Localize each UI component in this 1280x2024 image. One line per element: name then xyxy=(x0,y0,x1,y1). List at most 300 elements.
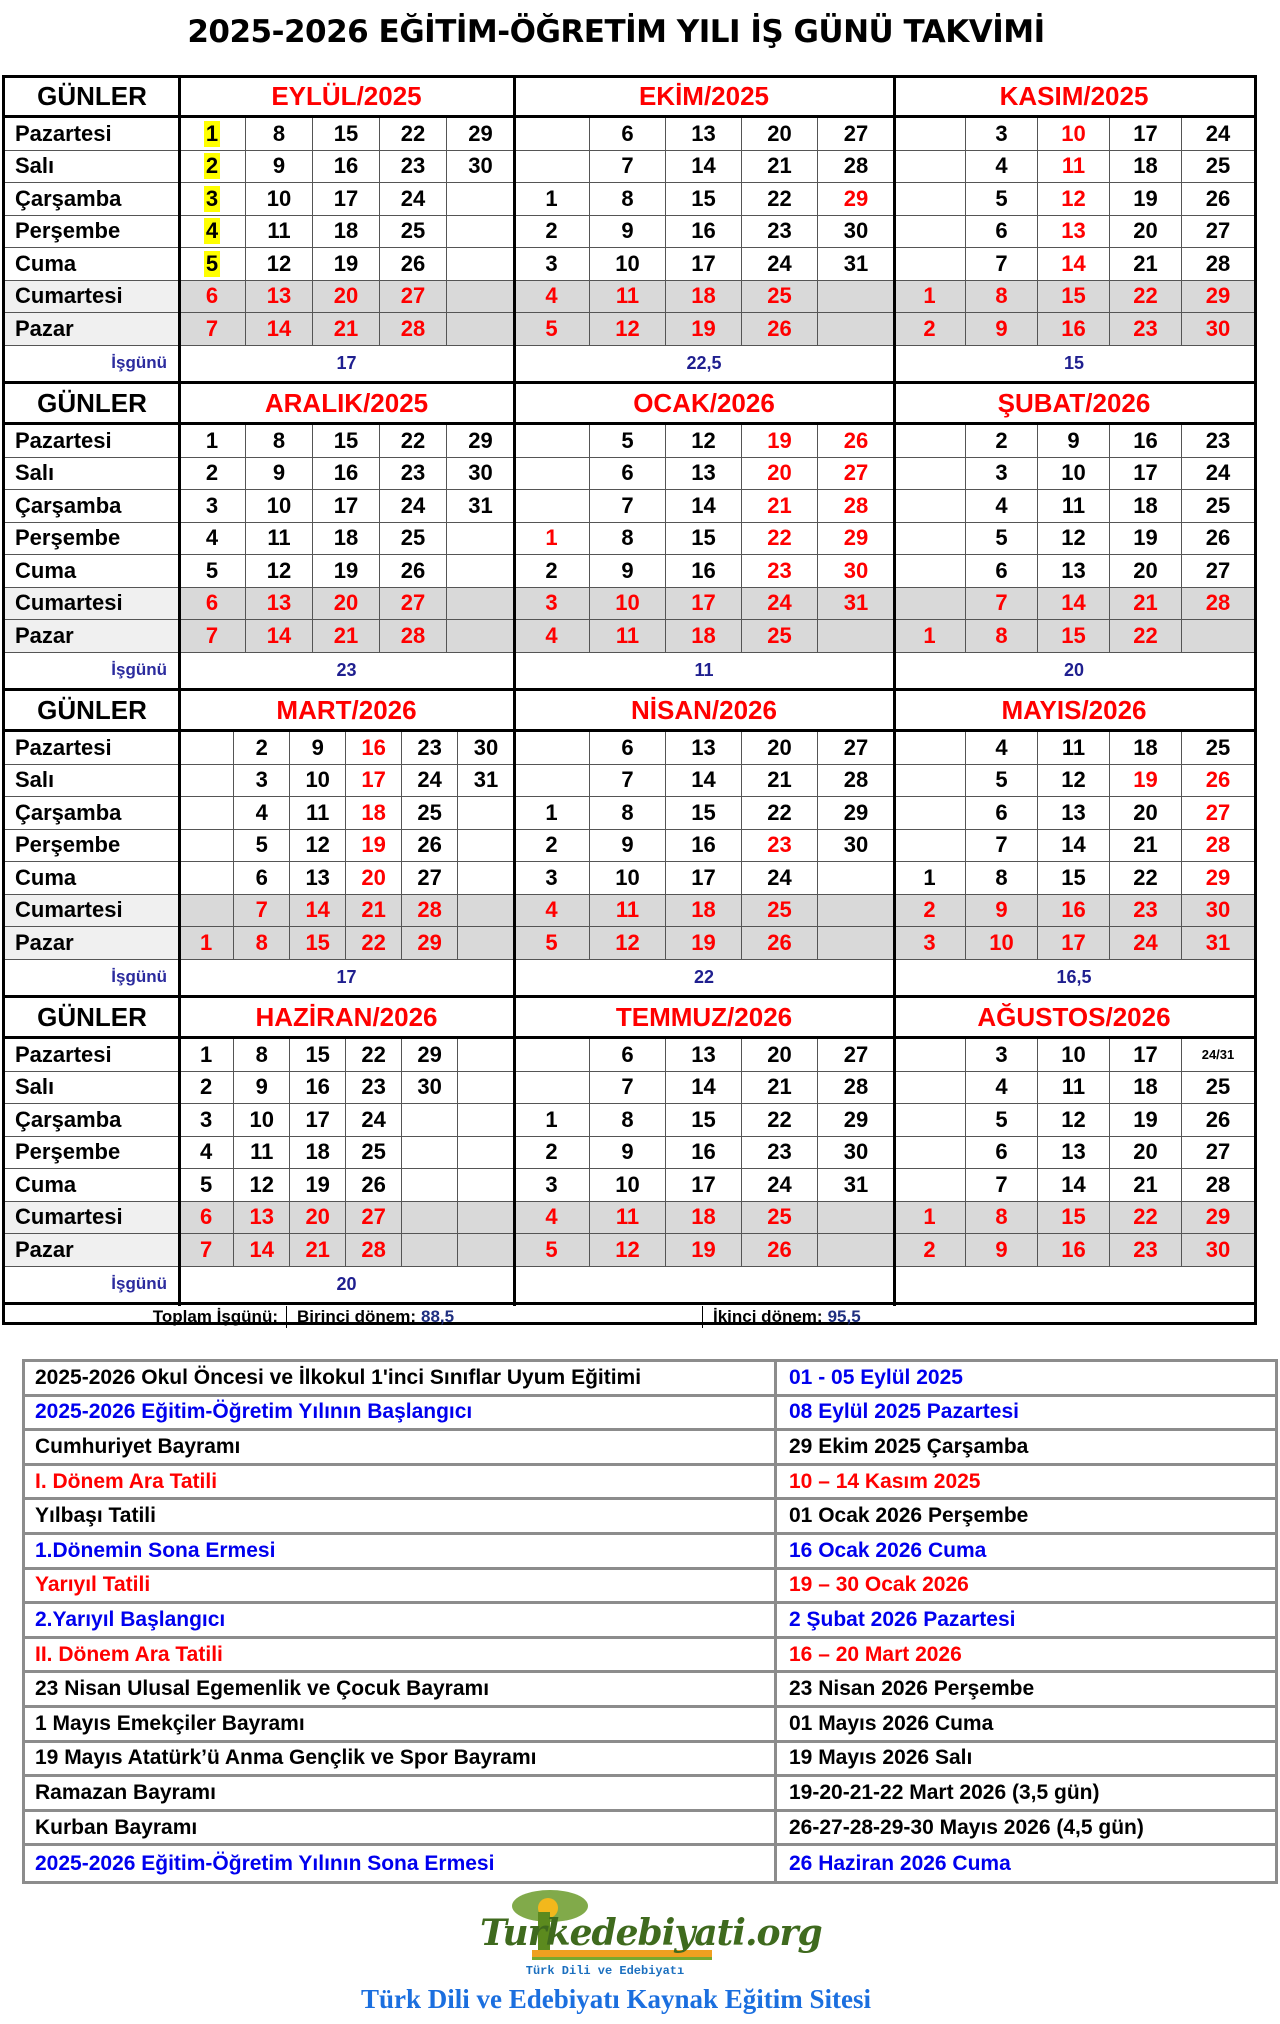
day-cell[interactable] xyxy=(1182,927,1254,960)
day-cell[interactable] xyxy=(966,1137,1038,1170)
day-cell[interactable] xyxy=(1110,830,1182,863)
day-cell[interactable] xyxy=(1110,1039,1182,1072)
day-cell[interactable] xyxy=(447,523,514,556)
day-cell[interactable] xyxy=(179,151,246,184)
day-cell[interactable] xyxy=(666,1202,742,1235)
day-cell[interactable] xyxy=(1110,281,1182,314)
day-cell[interactable] xyxy=(742,1202,818,1235)
day-cell[interactable] xyxy=(313,281,380,314)
day-cell[interactable] xyxy=(742,732,818,765)
day-cell[interactable] xyxy=(818,281,894,314)
day-cell[interactable] xyxy=(590,1039,666,1072)
day-cell[interactable] xyxy=(1110,183,1182,216)
day-cell[interactable] xyxy=(514,765,590,798)
day-cell[interactable] xyxy=(402,1202,458,1235)
day-cell[interactable] xyxy=(894,620,966,653)
day-cell[interactable] xyxy=(514,797,590,830)
day-cell[interactable] xyxy=(380,588,447,621)
day-cell[interactable] xyxy=(1110,458,1182,491)
day-cell[interactable] xyxy=(894,588,966,621)
day-cell[interactable] xyxy=(1182,248,1254,281)
day-cell[interactable] xyxy=(1110,1072,1182,1105)
day-cell[interactable] xyxy=(179,1202,234,1235)
day-cell[interactable] xyxy=(290,1039,346,1072)
day-cell[interactable] xyxy=(742,425,818,458)
day-cell[interactable] xyxy=(590,248,666,281)
day-cell[interactable] xyxy=(246,490,313,523)
day-cell[interactable] xyxy=(179,588,246,621)
day-cell[interactable] xyxy=(742,765,818,798)
day-cell[interactable] xyxy=(514,183,590,216)
day-cell[interactable] xyxy=(380,281,447,314)
day-cell[interactable] xyxy=(818,555,894,588)
day-cell[interactable] xyxy=(1038,620,1110,653)
day-cell[interactable] xyxy=(894,895,966,928)
day-cell[interactable] xyxy=(818,895,894,928)
day-cell[interactable] xyxy=(590,862,666,895)
day-cell[interactable] xyxy=(894,183,966,216)
day-cell[interactable] xyxy=(458,765,514,798)
day-cell[interactable] xyxy=(894,281,966,314)
day-cell[interactable] xyxy=(313,588,380,621)
day-cell[interactable] xyxy=(1038,458,1110,491)
day-cell[interactable] xyxy=(514,490,590,523)
day-cell[interactable] xyxy=(894,732,966,765)
day-cell[interactable] xyxy=(246,118,313,151)
day-cell[interactable] xyxy=(402,1039,458,1072)
day-cell[interactable] xyxy=(590,425,666,458)
day-cell[interactable] xyxy=(1038,281,1110,314)
day-cell[interactable] xyxy=(818,118,894,151)
day-cell[interactable] xyxy=(666,183,742,216)
day-cell[interactable] xyxy=(1110,765,1182,798)
day-cell[interactable] xyxy=(402,1169,458,1202)
day-cell[interactable] xyxy=(666,248,742,281)
day-cell[interactable] xyxy=(894,1234,966,1267)
day-cell[interactable] xyxy=(590,927,666,960)
day-cell[interactable] xyxy=(894,830,966,863)
day-cell[interactable] xyxy=(1182,523,1254,556)
day-cell[interactable] xyxy=(514,1104,590,1137)
day-cell[interactable] xyxy=(290,1202,346,1235)
day-cell[interactable] xyxy=(346,732,402,765)
day-cell[interactable] xyxy=(346,1039,402,1072)
day-cell[interactable] xyxy=(458,927,514,960)
day-cell[interactable] xyxy=(1038,313,1110,346)
day-cell[interactable] xyxy=(234,1202,290,1235)
day-cell[interactable] xyxy=(1110,1202,1182,1235)
day-cell[interactable] xyxy=(346,830,402,863)
day-cell[interactable] xyxy=(666,732,742,765)
day-cell[interactable] xyxy=(742,895,818,928)
day-cell[interactable] xyxy=(447,118,514,151)
day-cell[interactable] xyxy=(1038,1039,1110,1072)
day-cell[interactable] xyxy=(514,620,590,653)
day-cell[interactable] xyxy=(666,1104,742,1137)
day-cell[interactable] xyxy=(894,151,966,184)
day-cell[interactable] xyxy=(380,313,447,346)
day-cell[interactable] xyxy=(818,1169,894,1202)
day-cell[interactable] xyxy=(290,830,346,863)
day-cell[interactable] xyxy=(894,1039,966,1072)
day-cell[interactable] xyxy=(179,1169,234,1202)
day-cell[interactable] xyxy=(1110,216,1182,249)
day-cell[interactable] xyxy=(666,1234,742,1267)
day-cell[interactable] xyxy=(234,1039,290,1072)
day-cell[interactable] xyxy=(346,765,402,798)
day-cell[interactable] xyxy=(742,248,818,281)
day-cell[interactable] xyxy=(818,425,894,458)
day-cell[interactable] xyxy=(1038,1169,1110,1202)
day-cell[interactable] xyxy=(1182,458,1254,491)
day-cell[interactable] xyxy=(1110,1234,1182,1267)
day-cell[interactable] xyxy=(1038,1104,1110,1137)
day-cell[interactable] xyxy=(514,830,590,863)
day-cell[interactable] xyxy=(742,281,818,314)
day-cell[interactable] xyxy=(402,1137,458,1170)
day-cell[interactable] xyxy=(179,313,246,346)
day-cell[interactable] xyxy=(666,555,742,588)
day-cell[interactable] xyxy=(246,555,313,588)
day-cell[interactable] xyxy=(514,151,590,184)
day-cell[interactable] xyxy=(179,458,246,491)
day-cell[interactable] xyxy=(1182,1234,1254,1267)
day-cell[interactable] xyxy=(966,765,1038,798)
day-cell[interactable] xyxy=(742,797,818,830)
day-cell[interactable] xyxy=(234,830,290,863)
day-cell[interactable] xyxy=(666,927,742,960)
day-cell[interactable] xyxy=(402,732,458,765)
day-cell[interactable] xyxy=(1038,490,1110,523)
day-cell[interactable] xyxy=(590,523,666,556)
day-cell[interactable] xyxy=(402,1234,458,1267)
day-cell[interactable] xyxy=(590,490,666,523)
day-cell[interactable] xyxy=(380,490,447,523)
day-cell[interactable] xyxy=(590,797,666,830)
day-cell[interactable] xyxy=(514,313,590,346)
day-cell[interactable] xyxy=(402,895,458,928)
day-cell[interactable] xyxy=(313,118,380,151)
day-cell[interactable] xyxy=(966,151,1038,184)
day-cell[interactable] xyxy=(894,555,966,588)
day-cell[interactable] xyxy=(514,1234,590,1267)
day-cell[interactable] xyxy=(290,797,346,830)
day-cell[interactable] xyxy=(818,313,894,346)
day-cell[interactable] xyxy=(1038,523,1110,556)
day-cell[interactable] xyxy=(346,1234,402,1267)
day-cell[interactable] xyxy=(290,1234,346,1267)
day-cell[interactable] xyxy=(313,248,380,281)
day-cell[interactable] xyxy=(590,1137,666,1170)
day-cell[interactable] xyxy=(246,425,313,458)
day-cell[interactable] xyxy=(966,927,1038,960)
day-cell[interactable] xyxy=(402,927,458,960)
day-cell[interactable] xyxy=(742,523,818,556)
day-cell[interactable] xyxy=(1110,862,1182,895)
day-cell[interactable] xyxy=(1182,862,1254,895)
day-cell[interactable] xyxy=(313,216,380,249)
day-cell[interactable] xyxy=(246,216,313,249)
day-cell[interactable] xyxy=(1110,732,1182,765)
day-cell[interactable] xyxy=(380,523,447,556)
day-cell[interactable] xyxy=(742,490,818,523)
day-cell[interactable] xyxy=(447,151,514,184)
day-cell[interactable] xyxy=(234,797,290,830)
day-cell[interactable] xyxy=(1038,895,1110,928)
day-cell[interactable] xyxy=(818,797,894,830)
day-cell[interactable] xyxy=(818,1137,894,1170)
day-cell[interactable] xyxy=(1038,797,1110,830)
day-cell[interactable] xyxy=(179,183,246,216)
day-cell[interactable] xyxy=(246,248,313,281)
day-cell[interactable] xyxy=(590,458,666,491)
day-cell[interactable] xyxy=(1110,1169,1182,1202)
day-cell[interactable] xyxy=(894,1072,966,1105)
day-cell[interactable] xyxy=(666,425,742,458)
day-cell[interactable] xyxy=(458,895,514,928)
day-cell[interactable] xyxy=(666,313,742,346)
day-cell[interactable] xyxy=(666,118,742,151)
day-cell[interactable] xyxy=(666,862,742,895)
day-cell[interactable] xyxy=(447,620,514,653)
day-cell[interactable] xyxy=(1110,425,1182,458)
day-cell[interactable] xyxy=(514,927,590,960)
day-cell[interactable] xyxy=(514,895,590,928)
day-cell[interactable] xyxy=(447,281,514,314)
day-cell[interactable] xyxy=(234,1104,290,1137)
day-cell[interactable] xyxy=(447,458,514,491)
day-cell[interactable] xyxy=(742,927,818,960)
day-cell[interactable] xyxy=(590,765,666,798)
day-cell[interactable] xyxy=(894,313,966,346)
day-cell[interactable] xyxy=(1182,588,1254,621)
day-cell[interactable] xyxy=(290,1137,346,1170)
day-cell[interactable] xyxy=(666,797,742,830)
day-cell[interactable] xyxy=(514,216,590,249)
day-cell[interactable] xyxy=(894,765,966,798)
day-cell[interactable] xyxy=(1110,620,1182,653)
day-cell[interactable] xyxy=(742,313,818,346)
day-cell[interactable] xyxy=(1110,151,1182,184)
day-cell[interactable] xyxy=(313,620,380,653)
day-cell[interactable] xyxy=(514,588,590,621)
day-cell[interactable] xyxy=(380,216,447,249)
day-cell[interactable] xyxy=(1110,1137,1182,1170)
day-cell[interactable] xyxy=(1182,313,1254,346)
day-cell[interactable] xyxy=(742,588,818,621)
day-cell[interactable] xyxy=(666,523,742,556)
day-cell[interactable] xyxy=(447,313,514,346)
day-cell[interactable] xyxy=(313,425,380,458)
day-cell[interactable] xyxy=(402,765,458,798)
day-cell[interactable] xyxy=(246,523,313,556)
day-cell[interactable] xyxy=(1110,118,1182,151)
day-cell[interactable] xyxy=(1182,1202,1254,1235)
day-cell[interactable] xyxy=(1038,425,1110,458)
day-cell[interactable] xyxy=(179,248,246,281)
day-cell[interactable] xyxy=(818,1234,894,1267)
day-cell[interactable] xyxy=(234,732,290,765)
day-cell[interactable] xyxy=(666,1169,742,1202)
day-cell[interactable] xyxy=(380,620,447,653)
day-cell[interactable] xyxy=(666,151,742,184)
day-cell[interactable] xyxy=(290,1169,346,1202)
day-cell[interactable] xyxy=(1182,151,1254,184)
day-cell[interactable] xyxy=(402,830,458,863)
day-cell[interactable] xyxy=(966,797,1038,830)
day-cell[interactable] xyxy=(313,490,380,523)
day-cell[interactable] xyxy=(590,281,666,314)
day-cell[interactable] xyxy=(1182,490,1254,523)
day-cell[interactable] xyxy=(590,118,666,151)
day-cell[interactable] xyxy=(894,1104,966,1137)
day-cell[interactable] xyxy=(246,183,313,216)
day-cell[interactable] xyxy=(818,620,894,653)
day-cell[interactable] xyxy=(514,523,590,556)
day-cell[interactable] xyxy=(966,732,1038,765)
day-cell[interactable] xyxy=(234,1234,290,1267)
day-cell[interactable] xyxy=(514,862,590,895)
day-cell[interactable] xyxy=(666,1137,742,1170)
day-cell[interactable] xyxy=(1182,118,1254,151)
day-cell[interactable] xyxy=(966,458,1038,491)
day-cell[interactable] xyxy=(313,183,380,216)
day-cell[interactable] xyxy=(818,523,894,556)
day-cell[interactable] xyxy=(1182,1039,1254,1072)
day-cell[interactable] xyxy=(818,1104,894,1137)
day-cell[interactable] xyxy=(346,1169,402,1202)
day-cell[interactable] xyxy=(514,248,590,281)
day-cell[interactable] xyxy=(1110,895,1182,928)
day-cell[interactable] xyxy=(894,1169,966,1202)
day-cell[interactable] xyxy=(742,830,818,863)
day-cell[interactable] xyxy=(458,1202,514,1235)
site-logo[interactable] xyxy=(480,1886,822,1982)
day-cell[interactable] xyxy=(1182,797,1254,830)
day-cell[interactable] xyxy=(458,797,514,830)
day-cell[interactable] xyxy=(380,555,447,588)
day-cell[interactable] xyxy=(666,895,742,928)
day-cell[interactable] xyxy=(514,281,590,314)
day-cell[interactable] xyxy=(1038,183,1110,216)
day-cell[interactable] xyxy=(458,1039,514,1072)
day-cell[interactable] xyxy=(966,281,1038,314)
day-cell[interactable] xyxy=(402,862,458,895)
day-cell[interactable] xyxy=(514,425,590,458)
day-cell[interactable] xyxy=(966,248,1038,281)
day-cell[interactable] xyxy=(346,1202,402,1235)
day-cell[interactable] xyxy=(894,523,966,556)
day-cell[interactable] xyxy=(590,313,666,346)
day-cell[interactable] xyxy=(590,555,666,588)
day-cell[interactable] xyxy=(179,1234,234,1267)
day-cell[interactable] xyxy=(966,862,1038,895)
day-cell[interactable] xyxy=(380,183,447,216)
day-cell[interactable] xyxy=(458,862,514,895)
day-cell[interactable] xyxy=(1110,588,1182,621)
day-cell[interactable] xyxy=(818,1072,894,1105)
day-cell[interactable] xyxy=(290,732,346,765)
day-cell[interactable] xyxy=(179,895,234,928)
day-cell[interactable] xyxy=(590,1072,666,1105)
day-cell[interactable] xyxy=(234,765,290,798)
day-cell[interactable] xyxy=(894,248,966,281)
day-cell[interactable] xyxy=(514,118,590,151)
day-cell[interactable] xyxy=(1038,927,1110,960)
day-cell[interactable] xyxy=(666,490,742,523)
day-cell[interactable] xyxy=(966,1169,1038,1202)
day-cell[interactable] xyxy=(313,151,380,184)
day-cell[interactable] xyxy=(234,1137,290,1170)
day-cell[interactable] xyxy=(179,732,234,765)
day-cell[interactable] xyxy=(179,1039,234,1072)
day-cell[interactable] xyxy=(179,830,234,863)
day-cell[interactable] xyxy=(346,927,402,960)
day-cell[interactable] xyxy=(179,765,234,798)
day-cell[interactable] xyxy=(742,216,818,249)
day-cell[interactable] xyxy=(313,313,380,346)
day-cell[interactable] xyxy=(1038,216,1110,249)
day-cell[interactable] xyxy=(246,620,313,653)
day-cell[interactable] xyxy=(179,620,246,653)
day-cell[interactable] xyxy=(1038,151,1110,184)
day-cell[interactable] xyxy=(666,281,742,314)
day-cell[interactable] xyxy=(742,1137,818,1170)
day-cell[interactable] xyxy=(966,620,1038,653)
day-cell[interactable] xyxy=(313,458,380,491)
day-cell[interactable] xyxy=(894,927,966,960)
day-cell[interactable] xyxy=(290,765,346,798)
day-cell[interactable] xyxy=(380,458,447,491)
day-cell[interactable] xyxy=(818,1039,894,1072)
day-cell[interactable] xyxy=(590,830,666,863)
day-cell[interactable] xyxy=(234,895,290,928)
day-cell[interactable] xyxy=(447,555,514,588)
day-cell[interactable] xyxy=(818,862,894,895)
day-cell[interactable] xyxy=(742,1072,818,1105)
day-cell[interactable] xyxy=(380,425,447,458)
day-cell[interactable] xyxy=(1038,248,1110,281)
day-cell[interactable] xyxy=(818,830,894,863)
day-cell[interactable] xyxy=(447,248,514,281)
day-cell[interactable] xyxy=(1038,830,1110,863)
day-cell[interactable] xyxy=(458,1104,514,1137)
day-cell[interactable] xyxy=(1182,830,1254,863)
day-cell[interactable] xyxy=(1038,588,1110,621)
day-cell[interactable] xyxy=(966,216,1038,249)
day-cell[interactable] xyxy=(1110,1104,1182,1137)
day-cell[interactable] xyxy=(894,797,966,830)
footer-site-name[interactable]: Türk Dili ve Edebiyatı Kaynak Eğitim Sitesi xyxy=(360,1984,872,2014)
day-cell[interactable] xyxy=(514,732,590,765)
day-cell[interactable] xyxy=(1038,732,1110,765)
day-cell[interactable] xyxy=(742,1039,818,1072)
day-cell[interactable] xyxy=(894,1137,966,1170)
day-cell[interactable] xyxy=(894,458,966,491)
day-cell[interactable] xyxy=(590,183,666,216)
day-cell[interactable] xyxy=(742,555,818,588)
day-cell[interactable] xyxy=(966,1072,1038,1105)
day-cell[interactable] xyxy=(1038,1072,1110,1105)
day-cell[interactable] xyxy=(818,248,894,281)
day-cell[interactable] xyxy=(458,1072,514,1105)
day-cell[interactable] xyxy=(447,183,514,216)
day-cell[interactable] xyxy=(666,216,742,249)
day-cell[interactable] xyxy=(514,458,590,491)
day-cell[interactable] xyxy=(818,151,894,184)
day-cell[interactable] xyxy=(742,1169,818,1202)
day-cell[interactable] xyxy=(1182,732,1254,765)
